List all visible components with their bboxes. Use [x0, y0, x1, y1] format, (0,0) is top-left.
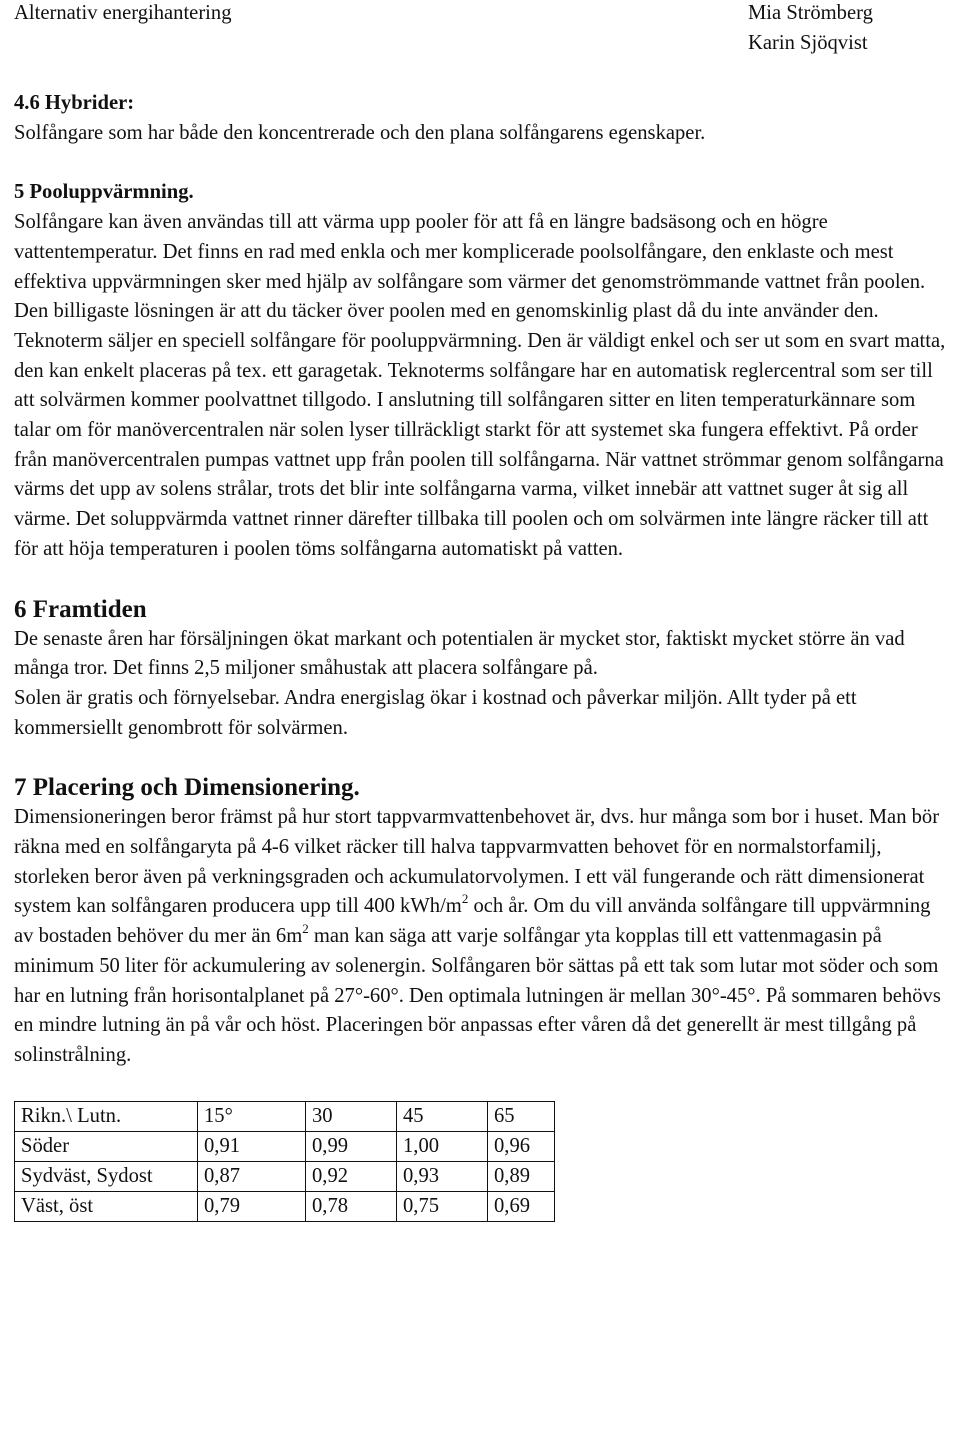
table-cell: 0,96: [488, 1131, 555, 1161]
table-cell: Väst, öst: [15, 1191, 198, 1221]
table-cell: 0,78: [306, 1191, 397, 1221]
author-name: Mia Strömberg: [748, 2, 873, 24]
table-cell: 0,89: [488, 1161, 555, 1191]
table-header-row: [15, 1101, 555, 1131]
author-name: Karin Sjöqvist: [748, 31, 868, 54]
table-cell: Söder: [15, 1131, 198, 1161]
section-paragraph: Solfångare som har både den koncentrerade och den plana solfångarens egenskaper.: [14, 121, 706, 144]
superscript: 2: [461, 891, 469, 907]
section-future: [14, 595, 954, 744]
table-cell: 0,87: [198, 1161, 306, 1191]
table-header-cell: 30: [306, 1101, 397, 1131]
page-header: [14, 0, 954, 59]
table-row: [15, 1161, 555, 1191]
section-heading: 4.6 Hybrider:: [14, 92, 135, 114]
section-pool-heating: [14, 178, 954, 564]
table-header-cell: 65: [488, 1101, 555, 1131]
section-paragraph: Solen är gratis och förnyelsebar. Andra energislag ökar i kostnad och påverkar miljön. Allt tyder på ett kommersiellt genombrott för solvärmen.: [14, 686, 857, 739]
text-run: man kan säga att varje solfångar yta kopplas till ett vattenmagasin på minimum 50 liter för ackumulering av solenergin. Solfångaren bör sättas på ett tak som lutar mot söder och som har en lutning från horisontalplanet på 27°-60°. Den optimala lutningen är mellan 30°-45°. På sommaren behövs en mindre lutning än på vår och höst. Placeringen bör anpassas efter våren då det generellt är mest tillgång på solinstrålning.: [14, 925, 941, 1066]
section-heading: 7 Placering och Dimensionering.: [14, 774, 360, 802]
document-title: Alternativ energihantering: [14, 2, 232, 24]
superscript: 2: [302, 921, 309, 937]
section-heading: 6 Framtiden: [14, 595, 147, 623]
table-header-cell: Rikn.\ Lutn.: [15, 1101, 198, 1131]
tilt-factor-table: [14, 1101, 555, 1222]
section-heading: 5 Pooluppvärmning.: [14, 181, 194, 204]
table-row: [15, 1191, 555, 1221]
text-run: och år. Om du vill använda solfångare till uppvärmning av bostaden behöver du mer än 6m: [14, 895, 931, 948]
section-paragraph: Solfångare kan även användas till att värma upp pooler för att få en längre badsäsong och en högre vattentemperatur. Det finns en rad med enkla och mer komplicerade poolsolfångare, den enklaste och mest effektiva uppvärmningen sker med hjälp av solfångare som värmer det genomströmmande vattnet från poolen. Den billigaste lösningen är att du täcker över poolen med en genomskinlig plast då du inte använder den. Teknoterm säljer en speciell solfångare för pooluppvärmning. Den är väldigt enkel och ser ut som en svart matta, den kan enkelt placeras på tex. ett garagetak. Teknoterms solfångare har en automatisk reglercentral som ser till att solvärmen kommer poolvattnet tillgodo. I anslutning till solfångaren sitter en liten temperaturkännare som talar om för manövercentralen när solen lyser tillräckligt starkt för att systemet ska fungera effektivt. På order från manövercentralen pumpas vattnet upp från poolen till solfångarna. När vattnet strömmar genom solfångarna värms det upp av solens strålar, trots det blir inte solfångarna varma, vilket innebär att vattnet suger åt sig all värme. Det soluppvärmda vattnet rinner därefter tillbaka till poolen och om solvärmen inte längre räcker till att för att höja temperaturen i poolen töms solfångarna automatiskt på vatten.: [14, 211, 946, 560]
table-cell: 1,00: [397, 1131, 488, 1161]
table-cell: 0,75: [397, 1191, 488, 1221]
table-cell: 0,99: [306, 1131, 397, 1161]
section-paragraph: [14, 803, 954, 1070]
table-cell: 0,69: [488, 1191, 555, 1221]
section-paragraph: De senaste åren har försäljningen ökat markant och potentialen är mycket stor, faktiskt mycket större än vad många tror. Det finns 2,5 miljoner småhustak att placera solfångare på.: [14, 627, 905, 680]
table-row: [15, 1131, 555, 1161]
table-cell: 0,93: [397, 1161, 488, 1191]
table-cell: 0,79: [198, 1191, 306, 1221]
document-page: [14, 0, 954, 1222]
table-cell: 0,91: [198, 1131, 306, 1161]
section-hybrid: [14, 89, 954, 148]
section-placement: [14, 773, 954, 1070]
table-cell: Sydväst, Sydost: [15, 1161, 198, 1191]
author-list: [748, 0, 873, 58]
table-header-cell: 15°: [198, 1101, 306, 1131]
text-run: Dimensioneringen beror främst på hur stort tappvarmvattenbehovet är, dvs. hur många som bor i huset. Man bör räkna med en solfångaryta på 4-6 vilket räcker till halva tappvarmvatten behovet för en normalstorfamilj, storleken beror även på verkningsgraden och ackumulatorvolymen. I ett väl fungerande och rätt dimensionerat system kan solfångaren producera upp till 400 kWh/m: [14, 806, 940, 918]
table-cell: 0,92: [306, 1161, 397, 1191]
table-header-cell: 45: [397, 1101, 488, 1131]
